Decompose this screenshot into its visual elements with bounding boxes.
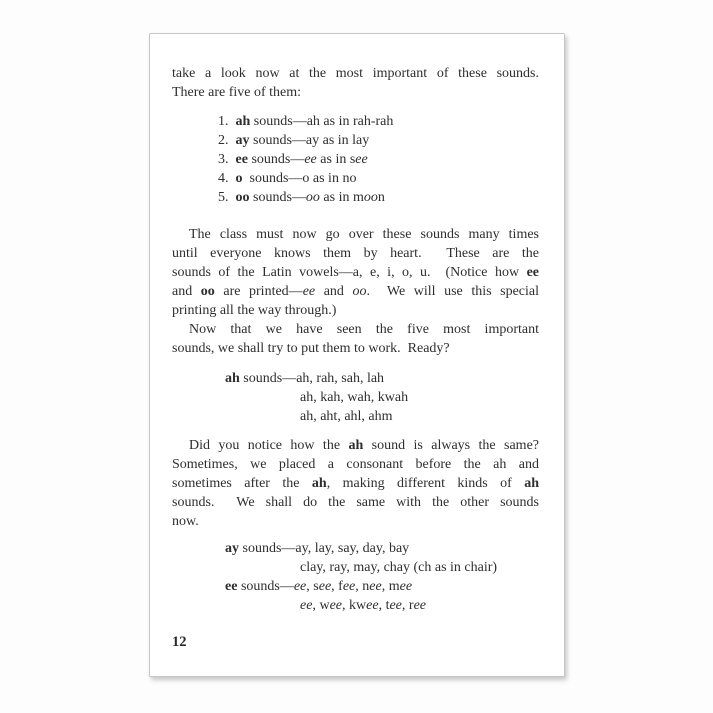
drill-line: ee sounds—ee, see, fee, nee, mee xyxy=(225,579,413,594)
text-line: sometimes after the ah, making different kinds of ah xyxy=(172,476,540,491)
drill-line: ah sounds—ah, rah, sah, lah xyxy=(225,371,385,386)
list-item: 4. o sounds—o as in no xyxy=(218,171,357,186)
text-line: sounds, we shall try to put them to work. Ready? xyxy=(172,341,450,356)
paragraph-class-practice xyxy=(172,225,539,320)
drill-line: clay, ray, may, chay (ch as in chair) xyxy=(300,560,498,575)
list-item: 5. oo sounds—oo as in moon xyxy=(218,190,385,205)
page-number: 12 xyxy=(172,634,187,650)
text-line: and oo are printed—ee and oo. We will use this special xyxy=(172,284,539,299)
list-item: 3. ee sounds—ee as in see xyxy=(218,152,368,167)
drill-line: ah, kah, wah, kwah xyxy=(300,390,409,405)
paragraph-ready xyxy=(172,320,539,358)
intro-paragraph xyxy=(172,64,539,102)
drill-line: ee, wee, kwee, tee, ree xyxy=(300,598,426,613)
text-line: now. xyxy=(172,514,199,529)
text-line: take a look now at the most important of these sounds. xyxy=(172,66,539,81)
text-line: Now that we have seen the five most important xyxy=(189,322,539,337)
text-line: printing all the way through.) xyxy=(172,303,337,318)
text-line: The class must now go over these sounds many times xyxy=(189,227,539,242)
list-item: 1. ah sounds—ah as in rah-rah xyxy=(218,114,394,129)
vowel-sounds-list xyxy=(218,112,539,207)
text-line: Did you notice how the ah sound is always the same? xyxy=(189,438,539,453)
text-line: until everyone knows them by heart. These are the xyxy=(172,246,539,261)
drill-line: ay sounds—ay, lay, say, day, bay xyxy=(225,541,410,556)
text-line: sounds of the Latin vowels—a, e, i, o, u. (Notice how ee xyxy=(172,265,539,280)
text-line: Sometimes, we placed a consonant before the ah and xyxy=(172,457,539,472)
list-item: 2. ay sounds—ay as in lay xyxy=(218,133,370,148)
text-line: sounds. We shall do the same with the other sounds xyxy=(172,495,539,510)
ah-sounds-drill xyxy=(225,369,539,426)
book-page xyxy=(149,33,565,677)
paragraph-did-you-notice xyxy=(172,436,539,531)
drill-line: ah, aht, ahl, ahm xyxy=(300,409,393,424)
ay-ee-sounds-drill xyxy=(225,539,539,615)
text-line: There are five of them: xyxy=(172,85,302,100)
